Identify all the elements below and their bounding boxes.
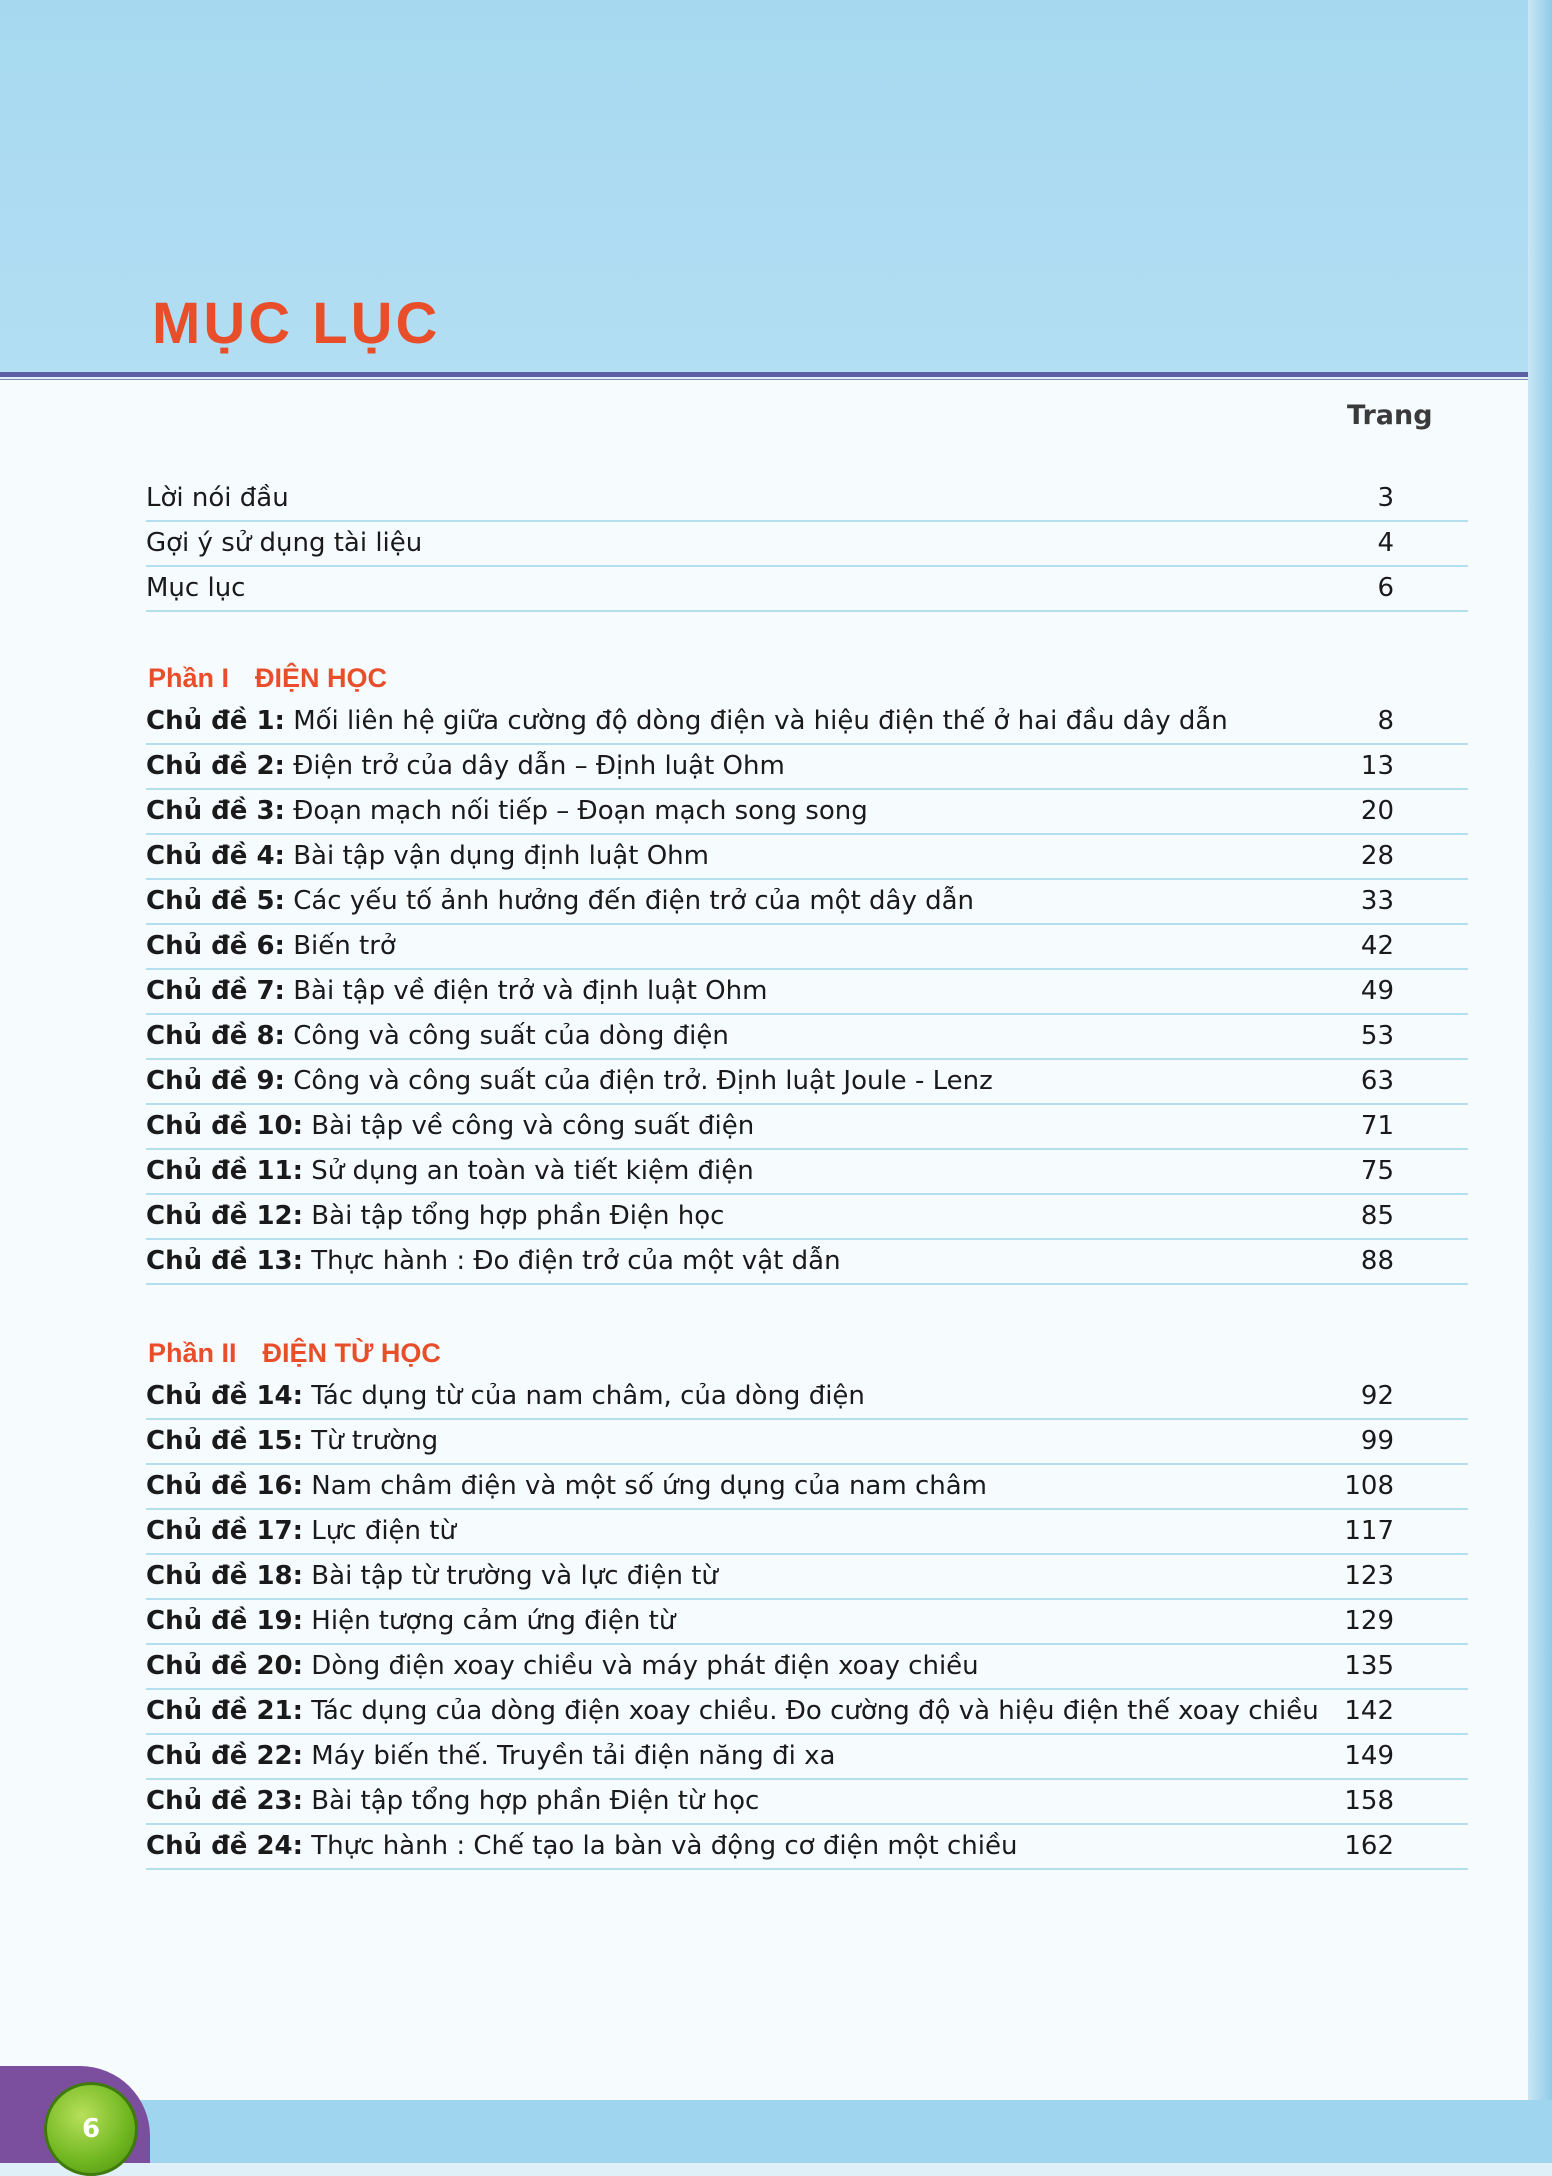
topic-number: Chủ đề 23: bbox=[146, 1785, 304, 1816]
topic-title: Máy biến thế. Truyền tải điện năng đi xa bbox=[311, 1740, 836, 1771]
topic-entry-23[interactable] bbox=[146, 1778, 1468, 1825]
topic-entry-3[interactable] bbox=[146, 788, 1468, 835]
topic-title: Sử dụng an toàn và tiết kiệm điện bbox=[311, 1155, 754, 1186]
topic-number: Chủ đề 6: bbox=[146, 930, 285, 961]
topic-page: 135 bbox=[1344, 1650, 1394, 1681]
topic-number: Chủ đề 8: bbox=[146, 1020, 285, 1051]
topic-entry-14[interactable] bbox=[146, 1373, 1468, 1420]
topic-page: 71 bbox=[1360, 1110, 1394, 1141]
topic-title: Lực điện từ bbox=[311, 1515, 456, 1546]
topic-number: Chủ đề 24: bbox=[146, 1830, 304, 1861]
page-number: 6 bbox=[81, 2114, 101, 2144]
topic-page: 129 bbox=[1344, 1605, 1394, 1636]
topic-number: Chủ đề 10: bbox=[146, 1110, 304, 1141]
part-label: Phần II bbox=[148, 1337, 237, 1368]
topic-number: Chủ đề 18: bbox=[146, 1560, 304, 1591]
topic-page: 20 bbox=[1360, 795, 1394, 826]
topic-number: Chủ đề 9: bbox=[146, 1065, 285, 1096]
topic-title: Điện trở của dây dẫn – Định luật Ohm bbox=[293, 750, 785, 781]
topic-entry-11[interactable] bbox=[146, 1148, 1468, 1195]
topic-page: 13 bbox=[1360, 750, 1394, 781]
topic-entry-24[interactable] bbox=[146, 1823, 1468, 1870]
topic-page: 117 bbox=[1344, 1515, 1394, 1546]
topic-entry-15[interactable] bbox=[146, 1418, 1468, 1465]
topic-title: Hiện tượng cảm ứng điện từ bbox=[311, 1605, 676, 1636]
toc-entry-title: Mục lục bbox=[146, 572, 246, 603]
topic-page: 92 bbox=[1360, 1380, 1394, 1411]
topic-number: Chủ đề 11: bbox=[146, 1155, 304, 1186]
toc-entry-page: 4 bbox=[1377, 527, 1394, 558]
topic-title: Bài tập vận dụng định luật Ohm bbox=[293, 840, 709, 871]
topic-title: Đoạn mạch nối tiếp – Đoạn mạch song song bbox=[293, 795, 868, 826]
topic-number: Chủ đề 12: bbox=[146, 1200, 304, 1231]
topic-title: Bài tập tổng hợp phần Điện học bbox=[311, 1200, 725, 1231]
topic-number: Chủ đề 2: bbox=[146, 750, 285, 781]
topic-title: Công và công suất của điện trở. Định luật Joule - Lenz bbox=[293, 1065, 993, 1096]
topic-page: 142 bbox=[1344, 1695, 1394, 1726]
topic-page: 8 bbox=[1377, 705, 1394, 736]
topic-title: Dòng điện xoay chiều và máy phát điện xoay chiều bbox=[311, 1650, 979, 1681]
topic-number: Chủ đề 14: bbox=[146, 1380, 304, 1411]
topic-title: Bài tập tổng hợp phần Điện từ học bbox=[311, 1785, 760, 1816]
toc-entry[interactable] bbox=[146, 520, 1468, 567]
toc-entry-title: Gợi ý sử dụng tài liệu bbox=[146, 527, 423, 558]
topic-entry-16[interactable] bbox=[146, 1463, 1468, 1510]
topic-number: Chủ đề 22: bbox=[146, 1740, 304, 1771]
topic-page: 28 bbox=[1360, 840, 1394, 871]
topic-page: 149 bbox=[1344, 1740, 1394, 1771]
topic-entry-17[interactable] bbox=[146, 1508, 1468, 1555]
topic-title: Bài tập về công và công suất điện bbox=[311, 1110, 755, 1141]
topic-entry-13[interactable] bbox=[146, 1238, 1468, 1285]
topic-title: Các yếu tố ảnh hưởng đến điện trở của một dây dẫn bbox=[293, 885, 975, 916]
topic-page: 49 bbox=[1360, 975, 1394, 1006]
topic-title: Thực hành : Chế tạo la bàn và động cơ điện một chiều bbox=[311, 1830, 1018, 1861]
topic-entry-12[interactable] bbox=[146, 1193, 1468, 1240]
topic-title: Nam châm điện và một số ứng dụng của nam châm bbox=[311, 1470, 987, 1501]
topic-page: 53 bbox=[1360, 1020, 1394, 1051]
topic-number: Chủ đề 21: bbox=[146, 1695, 304, 1726]
topic-number: Chủ đề 16: bbox=[146, 1470, 304, 1501]
topic-entry-8[interactable] bbox=[146, 1013, 1468, 1060]
header-divider-thin bbox=[0, 379, 1552, 380]
topic-page: 42 bbox=[1360, 930, 1394, 961]
page-edge bbox=[1528, 0, 1552, 2163]
topic-number: Chủ đề 7: bbox=[146, 975, 285, 1006]
part-name: ĐIỆN HỌC bbox=[255, 662, 388, 693]
topic-entry-22[interactable] bbox=[146, 1733, 1468, 1780]
topic-page: 123 bbox=[1344, 1560, 1394, 1591]
topic-number: Chủ đề 5: bbox=[146, 885, 285, 916]
topic-title: Từ trường bbox=[311, 1425, 439, 1456]
page-title: MỤC LỤC bbox=[152, 291, 441, 356]
topic-number: Chủ đề 4: bbox=[146, 840, 285, 871]
topic-number: Chủ đề 3: bbox=[146, 795, 285, 826]
topic-page: 75 bbox=[1360, 1155, 1394, 1186]
topic-entry-18[interactable] bbox=[146, 1553, 1468, 1600]
topic-title: Thực hành : Đo điện trở của một vật dẫn bbox=[311, 1245, 841, 1276]
toc-entry-title: Lời nói đầu bbox=[146, 482, 289, 513]
topic-entry-9[interactable] bbox=[146, 1058, 1468, 1105]
footer-band bbox=[0, 2100, 1552, 2163]
page-number-badge bbox=[44, 2082, 138, 2176]
topic-entry-4[interactable] bbox=[146, 833, 1468, 880]
toc-entry-page: 6 bbox=[1377, 572, 1394, 603]
topic-entry-10[interactable] bbox=[146, 1103, 1468, 1150]
topic-title: Biến trở bbox=[293, 930, 396, 961]
topic-title: Bài tập về điện trở và định luật Ohm bbox=[293, 975, 768, 1006]
part-heading-2 bbox=[148, 1333, 441, 1373]
topic-title: Mối liên hệ giữa cường độ dòng điện và hiệu điện thế ở hai đầu dây dẫn bbox=[293, 705, 1228, 736]
topic-page: 158 bbox=[1344, 1785, 1394, 1816]
header-divider bbox=[0, 372, 1552, 377]
topic-page: 33 bbox=[1360, 885, 1394, 916]
topic-number: Chủ đề 20: bbox=[146, 1650, 304, 1681]
topic-entry-7[interactable] bbox=[146, 968, 1468, 1015]
toc-entry[interactable] bbox=[146, 475, 1468, 522]
topic-entry-19[interactable] bbox=[146, 1598, 1468, 1645]
topic-title: Tác dụng của dòng điện xoay chiều. Đo cường độ và hiệu điện thế xoay chiều bbox=[311, 1695, 1319, 1726]
topic-page: 63 bbox=[1360, 1065, 1394, 1096]
topic-title: Tác dụng từ của nam châm, của dòng điện bbox=[311, 1380, 865, 1411]
page-column-label: Trang bbox=[1347, 400, 1433, 431]
topic-entry-20[interactable] bbox=[146, 1643, 1468, 1690]
topic-number: Chủ đề 1: bbox=[146, 705, 285, 736]
toc-entry[interactable] bbox=[146, 565, 1468, 612]
topic-page: 88 bbox=[1360, 1245, 1394, 1276]
topic-entry-1[interactable] bbox=[146, 698, 1468, 745]
topic-page: 85 bbox=[1360, 1200, 1394, 1231]
topic-page: 108 bbox=[1344, 1470, 1394, 1501]
topic-entry-5[interactable] bbox=[146, 878, 1468, 925]
topic-entry-6[interactable] bbox=[146, 923, 1468, 970]
topic-number: Chủ đề 13: bbox=[146, 1245, 304, 1276]
topic-entry-21[interactable] bbox=[146, 1688, 1468, 1735]
topic-page: 99 bbox=[1360, 1425, 1394, 1456]
topic-number: Chủ đề 15: bbox=[146, 1425, 304, 1456]
topic-title: Bài tập từ trường và lực điện từ bbox=[311, 1560, 718, 1591]
topic-title: Công và công suất của dòng điện bbox=[293, 1020, 729, 1051]
topic-entry-2[interactable] bbox=[146, 743, 1468, 790]
toc-entry-page: 3 bbox=[1377, 482, 1394, 513]
topic-number: Chủ đề 17: bbox=[146, 1515, 304, 1546]
topic-page: 162 bbox=[1344, 1830, 1394, 1861]
part-name: ĐIỆN TỪ HỌC bbox=[262, 1337, 441, 1368]
topic-number: Chủ đề 19: bbox=[146, 1605, 304, 1636]
part-heading-1 bbox=[148, 658, 387, 698]
part-label: Phần I bbox=[148, 662, 230, 693]
